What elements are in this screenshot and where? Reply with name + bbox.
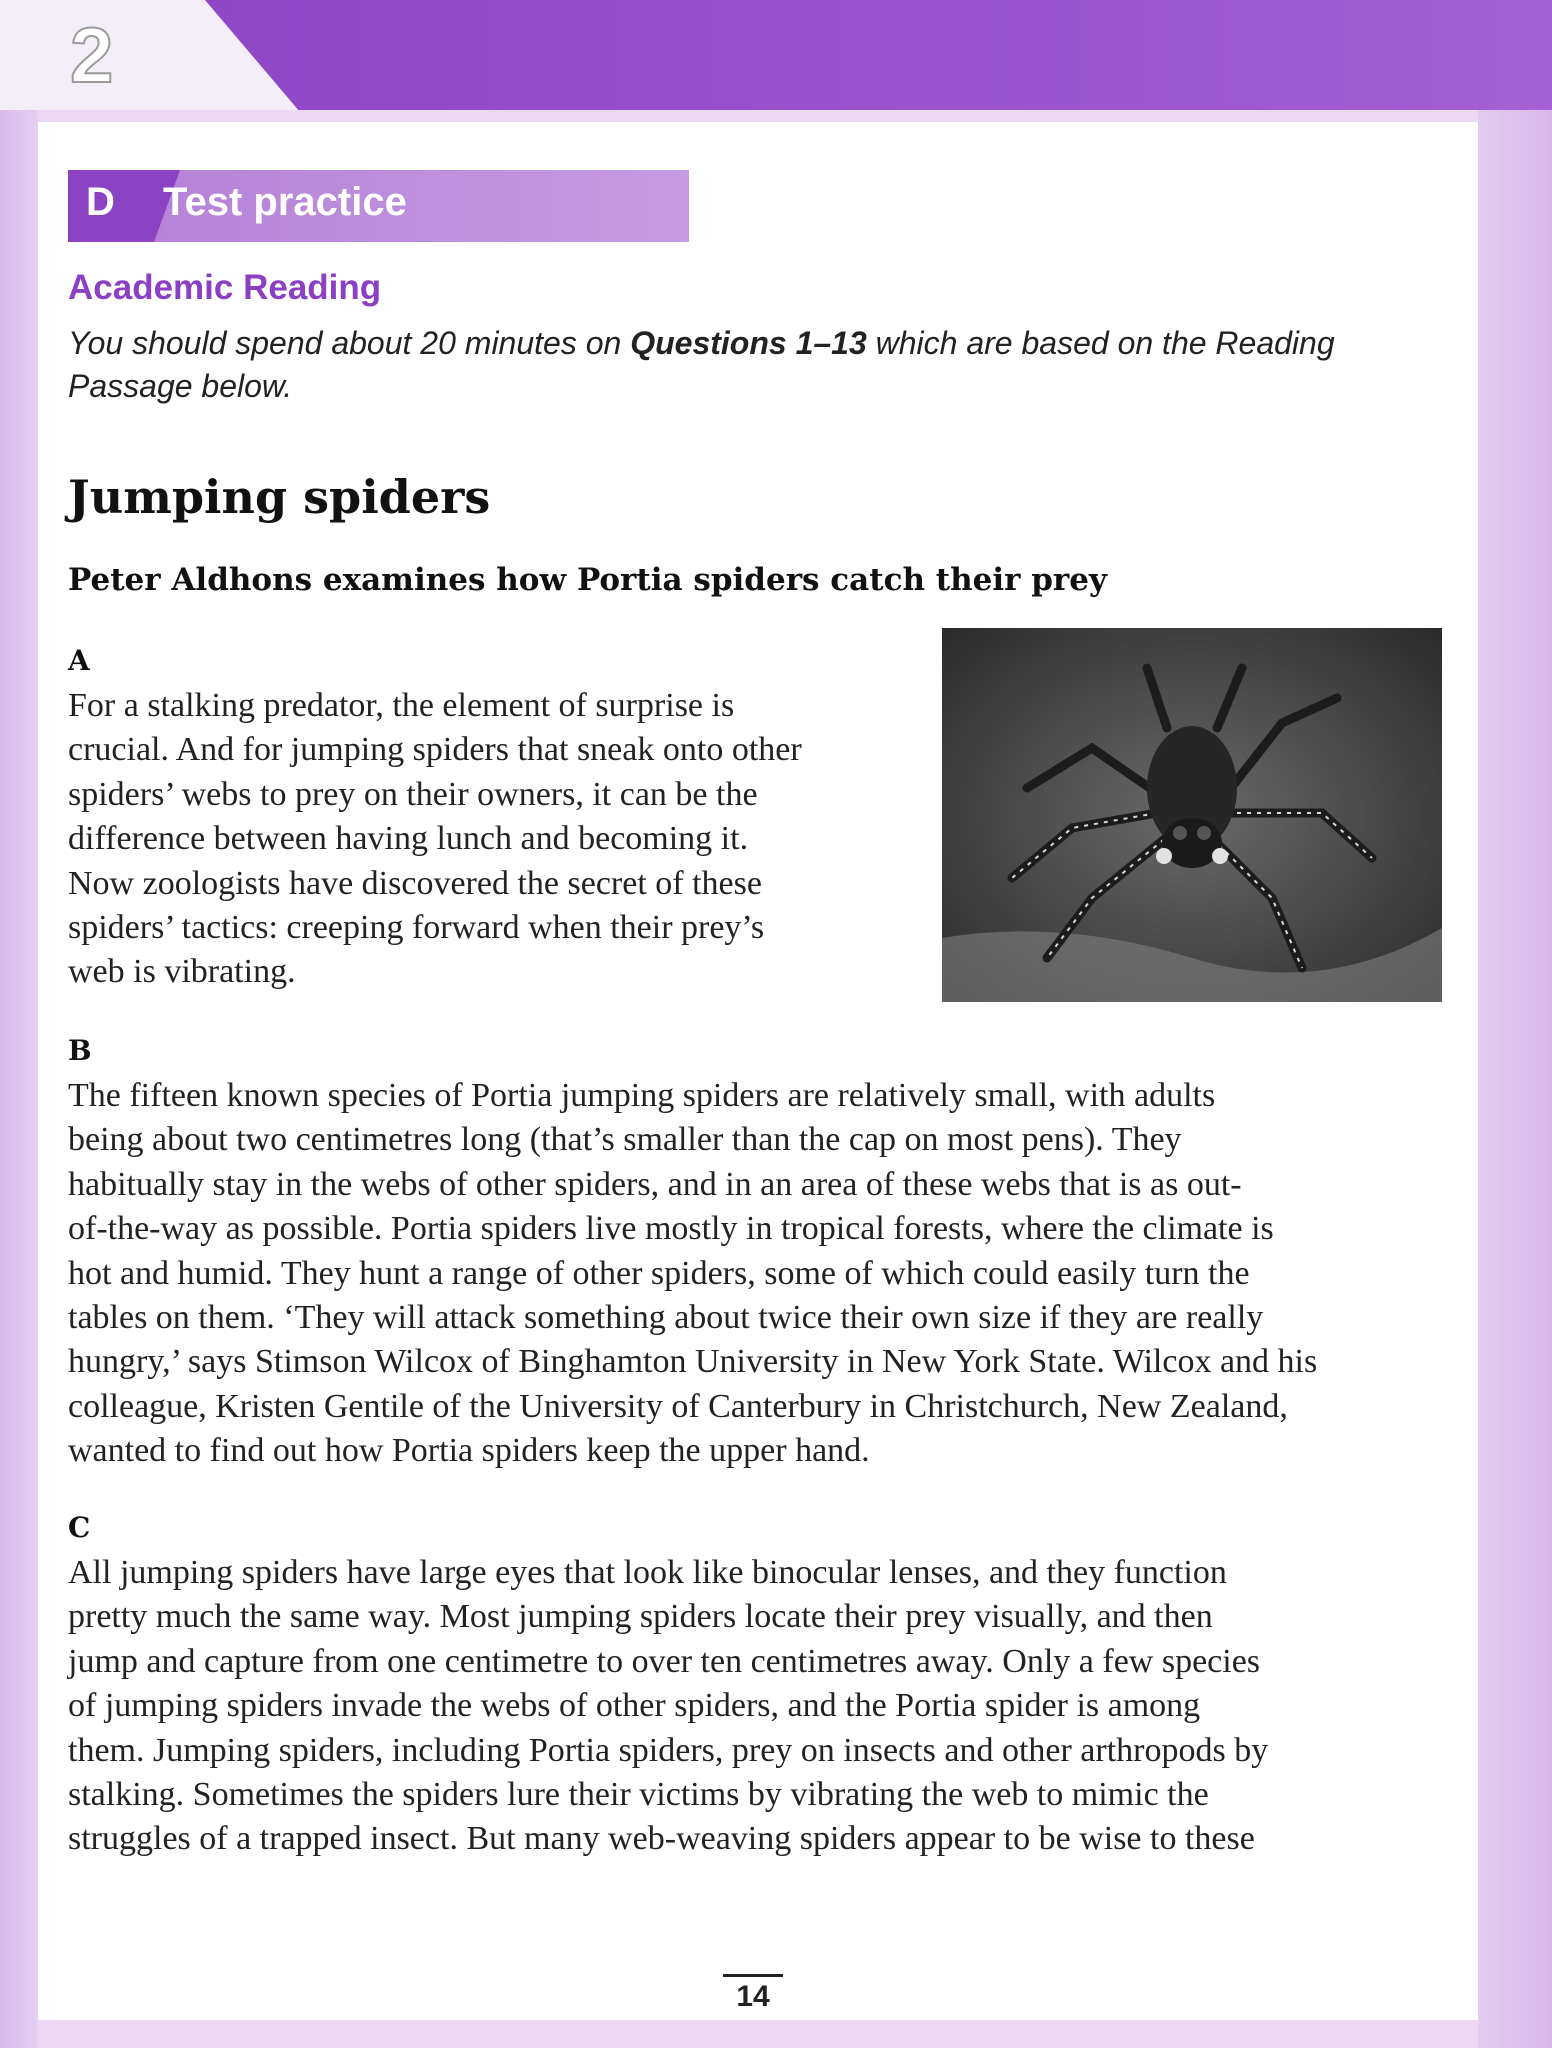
paragraph-line: stalking. Sometimes the spiders lure their victims by vibrating the web to mimic the bbox=[68, 1776, 1209, 1814]
paragraph-line: Now zoologists have discovered the secret of these bbox=[68, 864, 762, 902]
paragraph-b bbox=[68, 1074, 1468, 1474]
bottom-frame bbox=[38, 2020, 1478, 2048]
instructions-text-end: which are based on the Reading Passage below. bbox=[68, 325, 1335, 404]
instructions bbox=[68, 322, 1428, 408]
unit-number: 2 bbox=[70, 11, 112, 99]
paragraph-line: colleague, Kristen Gentile of the University of Canterbury in Christchurch, New Zealand, bbox=[68, 1387, 1288, 1425]
instructions-questions: Questions 1–13 bbox=[630, 325, 867, 361]
paragraph-line: them. Jumping spiders, including Portia spiders, prey on insects and other arthropods by bbox=[68, 1731, 1269, 1769]
left-frame bbox=[0, 110, 38, 2048]
paragraph-line: For a stalking predator, the element of surprise is bbox=[68, 687, 735, 724]
test-type-heading: Academic Reading bbox=[68, 268, 382, 307]
paragraph-line: struggles of a trapped insect. But many web-weaving spiders appear to be wise to these bbox=[68, 1820, 1255, 1858]
article-subtitle: Peter Aldhons examines how Portia spiders catch their prey bbox=[68, 562, 1107, 598]
spider-photo bbox=[942, 628, 1442, 1002]
spider-illustration bbox=[942, 628, 1442, 1002]
paragraph-c bbox=[68, 1551, 1468, 1862]
paragraph-line: web is vibrating. bbox=[68, 953, 296, 991]
paragraph-line: tables on them. ‘They will attack something about twice their own size if they are really bbox=[68, 1299, 1264, 1337]
section-title: Test practice bbox=[163, 180, 407, 224]
page-number: 14 bbox=[736, 1980, 770, 2013]
paragraph-line: being about two centimetres long (that’s smaller than the cap on most pens). They bbox=[68, 1121, 1182, 1159]
top-frame bbox=[38, 110, 1478, 122]
paragraph-a bbox=[68, 684, 928, 995]
paragraph-line: jump and capture from one centimetre to over ten centimetres away. Only a few species bbox=[68, 1642, 1261, 1680]
paragraph-line: habitually stay in the webs of other spiders, and in an area of these webs that is as out- bbox=[68, 1165, 1242, 1203]
section-letter: D bbox=[86, 180, 115, 224]
paragraph-label: C bbox=[68, 1511, 91, 1544]
right-frame bbox=[1478, 110, 1552, 2048]
paragraph-line: hot and humid. They hunt a range of other spiders, some of which could easily turn the bbox=[68, 1254, 1250, 1292]
paragraph-line: crucial. And for jumping spiders that sneak onto other bbox=[68, 731, 802, 769]
instructions-text: You should spend about 20 minutes on bbox=[68, 325, 631, 361]
paragraph-line: pretty much the same way. Most jumping spiders locate their prey visually, and then bbox=[68, 1598, 1213, 1636]
paragraph-label: B bbox=[68, 1034, 92, 1067]
article-title: Jumping spiders bbox=[68, 470, 491, 524]
paragraph-line: of-the-way as possible. Portia spiders live mostly in tropical forests, where the climate is bbox=[68, 1210, 1274, 1248]
paragraph-label: A bbox=[68, 644, 90, 677]
paragraph-line: difference between having lunch and becoming it. bbox=[68, 820, 749, 858]
paragraph-line: spiders’ tactics: creeping forward when their prey’s bbox=[68, 909, 765, 947]
paragraph-line: wanted to find out how Portia spiders keep the upper hand. bbox=[68, 1432, 870, 1470]
page-number-rule bbox=[723, 1974, 783, 1977]
paragraph-line: spiders’ webs to prey on their owners, it can be the bbox=[68, 775, 758, 813]
paragraph-line: All jumping spiders have large eyes that look like binocular lenses, and they function bbox=[68, 1554, 1227, 1591]
paragraph-line: The fifteen known species of Portia jumping spiders are relatively small, with adults bbox=[68, 1077, 1216, 1114]
paragraph-line: hungry,’ says Stimson Wilcox of Binghamton University in New York State. Wilcox and his bbox=[68, 1343, 1318, 1381]
section-header bbox=[68, 170, 689, 242]
paragraph-line: of jumping spiders invade the webs of other spiders, and the Portia spider is among bbox=[68, 1687, 1201, 1725]
